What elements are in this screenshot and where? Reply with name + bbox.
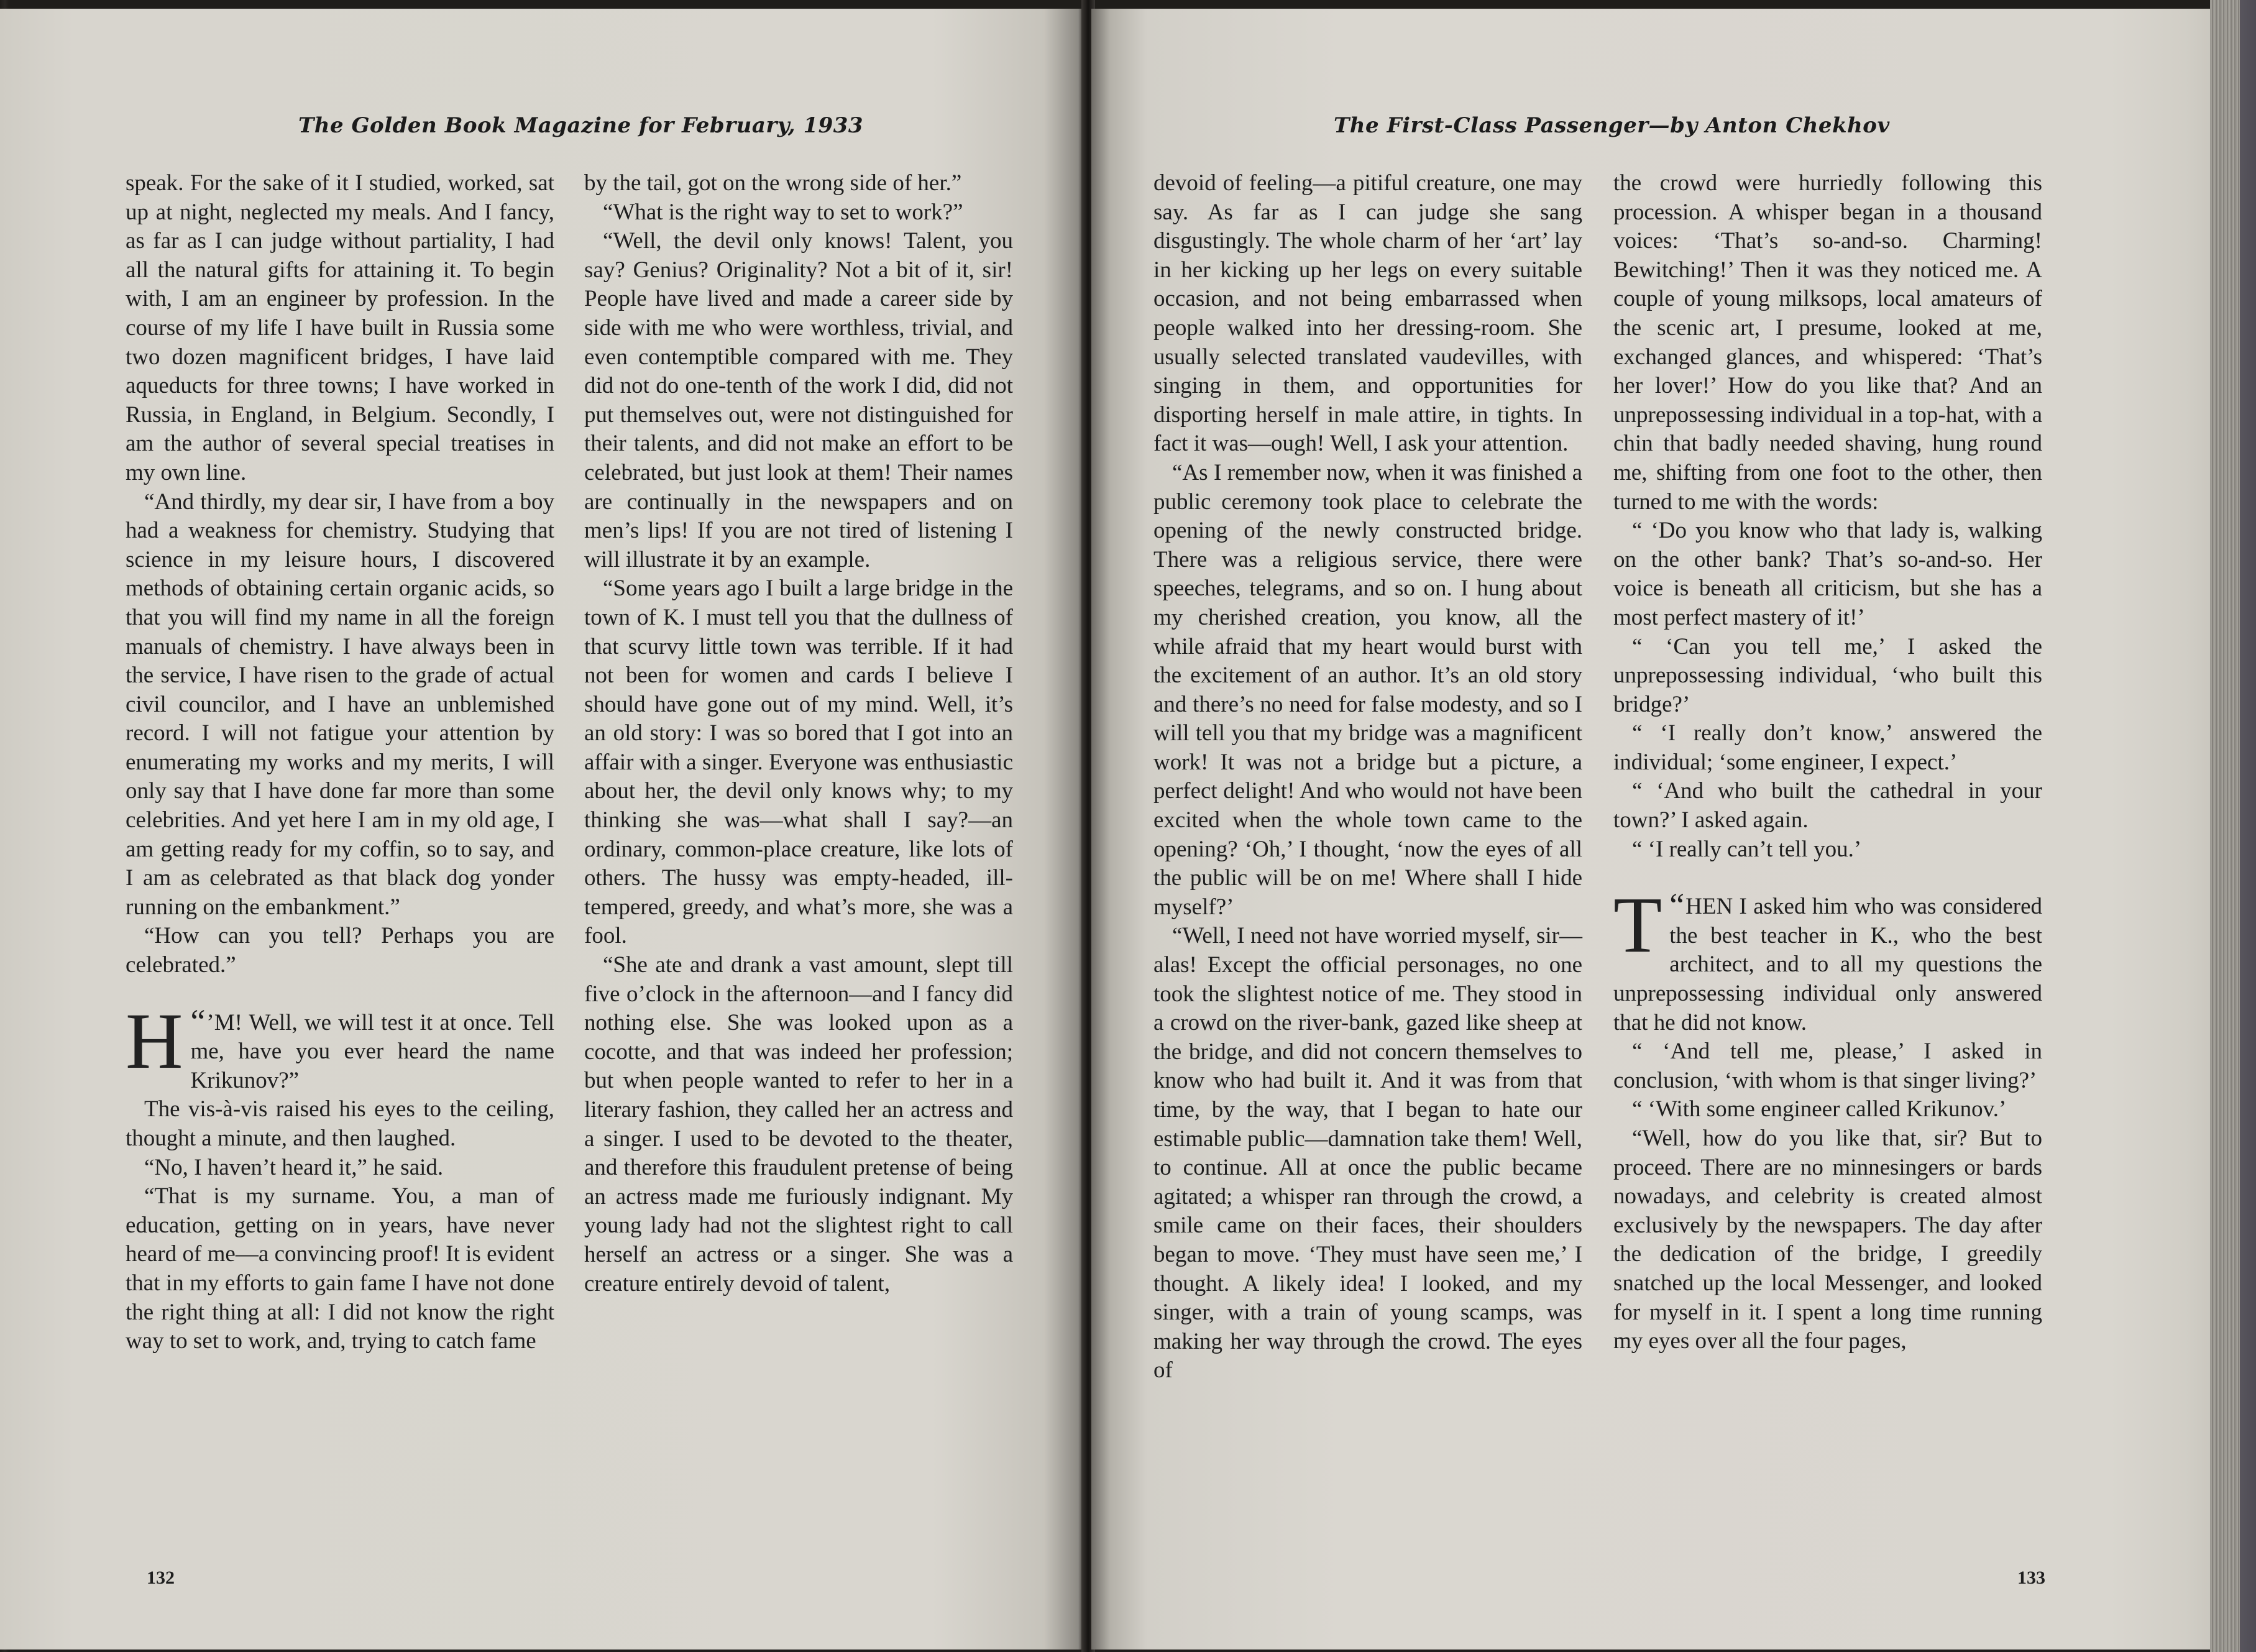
paragraph: “ ‘With some engineer called Krikunov.’: [1632, 1096, 2007, 1122]
paragraph: “Well, the devil only knows! Talent, you say? Genius? Originality? Not a bit of it, sir! People have lived and made a career side by side with me who were worthless, trivial, and even contemptible compared with me. They did not do one-tenth of the work I did, did not put themselves out, were not distinguished for their talents, and did not make an effort to be celebrated, but just look at them! Their names are continually in the newspapers and on men’s lips! If you are not tired of listening I will illustrate it by an example.: [584, 228, 1013, 572]
drop-cap-letter: H: [126, 996, 183, 1085]
paragraph: “As I remember now, when it was finished a public ceremony took place to celebrate the opening of the newly constructed bridge. There was a religious service, there were speeches, telegrams, and so on. I hung about my cherished creation, you know, all the while afraid that my heart would burst with the excitement of an author. It’s an old story and there’s no need for false modesty, and so I will tell you that my bridge was a magnificent work! It was not a bridge but a picture, a perfect delight! And who would not have been excited when the whole town came to the opening? ‘Oh,’ I thought, ‘now the eyes of all the public will be on me! Where shall I hide myself?’: [1153, 459, 1582, 920]
running-head-right: The First-Class Passenger—by Anton Chekhov: [1334, 113, 1890, 138]
paragraph: “ ‘I really don’t know,’ answered the individual; ‘some engineer, I expect.’: [1613, 720, 2042, 775]
drop-quote: “: [1669, 886, 1685, 924]
paragraph: devoid of feeling—a pitiful creature, one may say. As far as I can judge she sang disgustingly. The whole charm of her ‘art’ lay in her kicking up her legs on every suitable occasion, and not being embarrassed when people walked into her dressing-room. She usually selected translated vaudevilles, with singing in them, and opportunities for disporting herself in male attire, in tights. In fact it was—ough! Well, I ask your attention.: [1153, 170, 1582, 457]
left-column-2: [584, 169, 1013, 1298]
drop-cap-letter: T: [1613, 881, 1662, 970]
paragraph: “ ‘And tell me, please,’ I asked in conclusion, ‘with whom is that singer living?’: [1613, 1039, 2042, 1093]
paragraph: “ ‘Can you tell me,’ I asked the unprepossessing individual, ‘who built this bridge?’: [1613, 633, 2042, 717]
paragraph: “Some years ago I built a large bridge in the town of K. I must tell you that the dullness of that scurvy little town was terrible. If it had not been for women and cards I believe I should have gone out of my mind. Well, it’s an old story: I was so bored that I got into an affair with a singer. Everyone was enthusiastic about her, the devil only knows why; to my thinking she was—what shall I say?—an ordinary, common-place creature, like lots of others. The hussy was empty-headed, ill-tempered, greedy, and what’s more, she was a fool.: [584, 576, 1013, 949]
paragraph: “And thirdly, my dear sir, I have from a boy had a weakness for chemistry. Studying that science in my leisure hours, I discovered methods of obtaining certain organic acids, so that you will find my name in all the foreign manuals of chemistry. I have always been in the service, I have risen to the grade of actual civil councilor, and I have an unblemished record. I will not fatigue your attention by enumerating my works and my merits, I will only say that I have done far more than some celebrities. And yet here I am in my old age, I am getting ready for my coffin, so to say, and I am as celebrated as that black dog yonder running on the embankment.”: [126, 489, 554, 920]
paragraph: “Well, how do you like that, sir? But to proceed. There are no minnesingers or bards nowadays, and celebrity is created almost exclusively by the newspapers. The day after the dedication of the bridge, I greedily snatched up the local Messenger, and looked for myself in it. I spent a long time running my eyes over all the four pages,: [1613, 1126, 2042, 1354]
left-page: [0, 9, 1084, 1650]
page-number-right: 133: [2017, 1567, 2045, 1588]
right-page: [1091, 9, 2214, 1650]
page-edges: [2210, 0, 2256, 1652]
paragraph: by the tail, got on the wrong side of her.”: [584, 170, 962, 196]
paragraph: “That is my surname. You, a man of education, getting on in years, have never heard of me—a convincing proof! It is evident that in my efforts to gain fame I have not done the right thing at all: I did not know the right way to set to work, and, trying to catch fame: [126, 1183, 554, 1354]
paragraph: “She ate and drank a vast amount, slept till five o’clock in the afternoon—and I fancy did nothing else. She was looked upon as a cocotte, and that was indeed her profession; but when people wanted to refer to her in a literary fashion, they called her an actress and a singer. I used to be devoted to the theater, and therefore this fraudulent pretense of being an actress made me furiously indignant. My young lady had not the slightest right to call herself an actress or a singer. She was a creature entirely devoid of talent,: [584, 952, 1013, 1296]
paragraph: “ ‘I really can’t tell you.’: [1632, 836, 1862, 862]
left-column-1: [126, 169, 554, 1356]
initial-paragraph: [1613, 881, 2042, 1037]
right-column-1: [1153, 169, 1582, 1385]
paragraph: the crowd were hurriedly following this procession. A whisper began in a thousand voices: ‘That’s so-and-so. Charming! Bewitching!’ Then it was they noticed me. A couple of young milksops, local amateurs of the scenic art, I presume, looked at me, exchanged glances, and whispered: ‘That’s her lover!’ How do you like that? And an unprepossessing individual in a top-hat, with a chin that badly needed shaving, hung round me, shifting from one foot to the other, then turned to me with the words:: [1613, 170, 2042, 515]
paragraph: “ ‘Do you know who that lady is, walking on the other bank? That’s so-and-so. Her voice is beneath all criticism, but she has a most perfect mastery of it!’: [1613, 518, 2042, 630]
paragraph: speak. For the sake of it I studied, worked, sat up at night, neglected my meals. And I fancy, as far as I can judge without partiality, I had all the natural gifts for attaining it. To begin with, I am an engineer by profession. In the course of my life I have built in Russia some two dozen magnificent bridges, I have laid aqueducts for three towns; I have worked in Russia, in England, in Belgium. Secondly, I am the author of several special treatises in my own line.: [126, 170, 554, 485]
right-column-2: [1613, 169, 2042, 1356]
paragraph: “ ‘And who built the cathedral in your town?’ I asked again.: [1613, 778, 2042, 833]
initial-text: HEN I asked him who was considered the best teacher in K., who the best architect, and to all my questions the unprepossessing individual only answered that he did not know.: [1613, 894, 2042, 1035]
paragraph: “How can you tell? Perhaps you are celebrated.”: [126, 923, 554, 978]
page-number-left: 132: [147, 1567, 175, 1588]
paragraph: The vis-à-vis raised his eyes to the ceiling, thought a minute, and then laughed.: [126, 1096, 554, 1151]
paragraph: “No, I haven’t heard it,” he said.: [144, 1154, 444, 1180]
initial-text: ’M! Well, we will test it at once. Tell me, have you ever heard the name Krikunov?”: [190, 1009, 554, 1093]
running-head-left: The Golden Book Magazine for February, 1933: [298, 113, 864, 138]
initial-paragraph: [126, 996, 554, 1096]
drop-quote: “: [190, 1002, 206, 1040]
paragraph: “Well, I need not have worried myself, sir—alas! Except the official personages, no one took the slightest notice of me. They stood in a crowd on the river-bank, gazed like sheep at the bridge, and did not concern themselves to know who had built it. And it was from that time, by the way, that I began to hate our estimable public—damnation take them! Well, to continue. All at once the public became agitated; a whisper ran through the crowd, a smile came on their faces, their shoulders began to move. ‘They must have seen me,’ I thought. A likely idea! I looked, and my singer, with a train of young scamps, was making her way through the crowd. The eyes of: [1153, 923, 1582, 1384]
paragraph: “What is the right way to set to work?”: [603, 199, 963, 225]
